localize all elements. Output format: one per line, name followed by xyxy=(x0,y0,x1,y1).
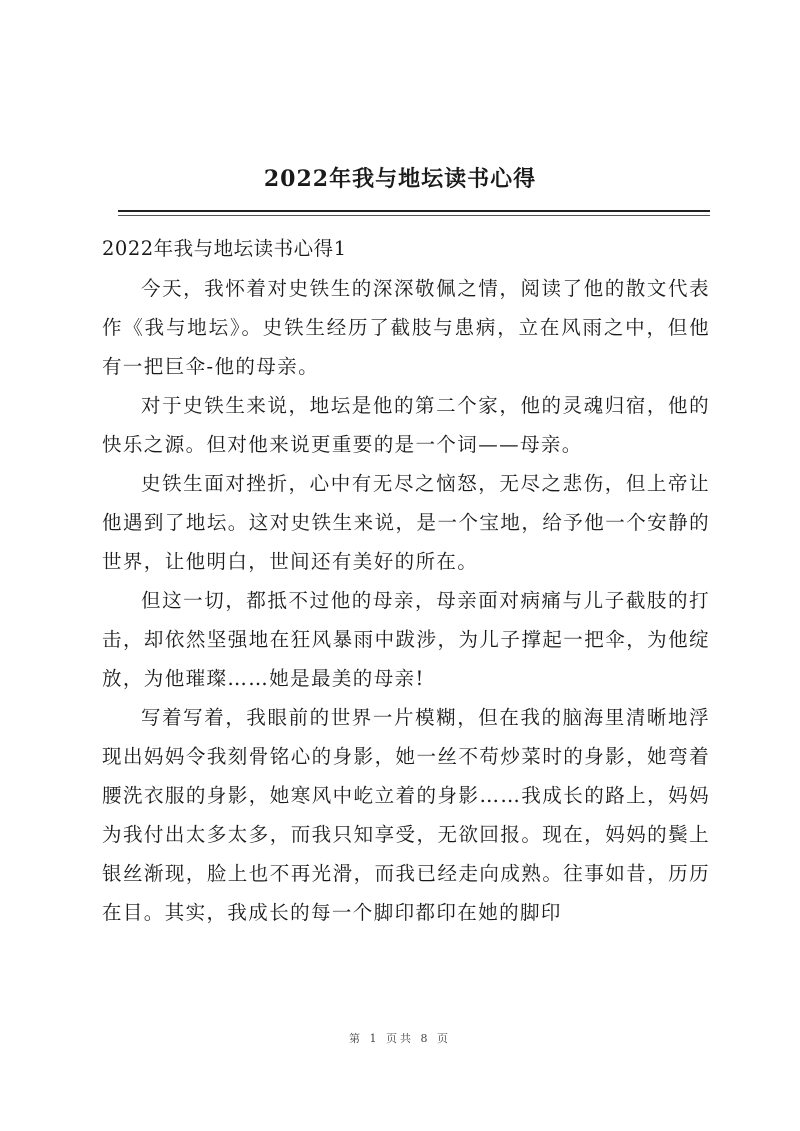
title-divider xyxy=(118,210,710,212)
title-divider-thin xyxy=(118,215,710,216)
paragraph-2: 对于史铁生来说，地坛是他的第二个家，他的灵魂归宿，他的快乐之源。但对他来说更重要的是一个词——母亲。 xyxy=(102,393,710,456)
document-title: 2022年我与地坛读书心得 xyxy=(263,166,537,192)
paragraph-1: 今天，我怀着对史铁生的深深敬佩之情，阅读了他的散文代表作《我与地坛》。史铁生经历了截肢与患病，立在风雨之中，但他有一把巨伞-他的母亲。 xyxy=(102,276,710,378)
paragraph-5: 写着写着，我眼前的世界一片模糊，但在我的脑海里清晰地浮现出妈妈令我刻骨铭心的身影，她一丝不苟炒菜时的身影，她弯着腰洗衣服的身影，她寒风中屹立着的身影……我成长的路上，妈妈为我付出太多太多，而我只知享受，无欲回报。现在，妈妈的鬓上银丝渐现，脸上也不再光滑，而我已经走向成熟。往事如昔，历历在目。其实，我成长的每一个脚印都印在她的脚印 xyxy=(102,705,710,924)
paragraph-3: 史铁生面对挫折，心中有无尽之恼怒，无尽之悲伤，但上帝让他遇到了地坛。这对史铁生来说，是一个宝地，给予他一个安静的世界，让他明白，世间还有美好的所在。 xyxy=(102,471,710,573)
document-body xyxy=(102,230,710,932)
page-number-footer: 第 1 页共 8 页 xyxy=(349,1032,451,1045)
section-heading: 2022年我与地坛读书心得1 xyxy=(102,237,347,260)
paragraph-4: 但这一切，都抵不过他的母亲，母亲面对病痛与儿子截肢的打击，却依然坚强地在狂风暴雨中跋涉，为儿子撑起一把伞，为他绽放，为他璀璨……她是最美的母亲! xyxy=(102,588,710,690)
